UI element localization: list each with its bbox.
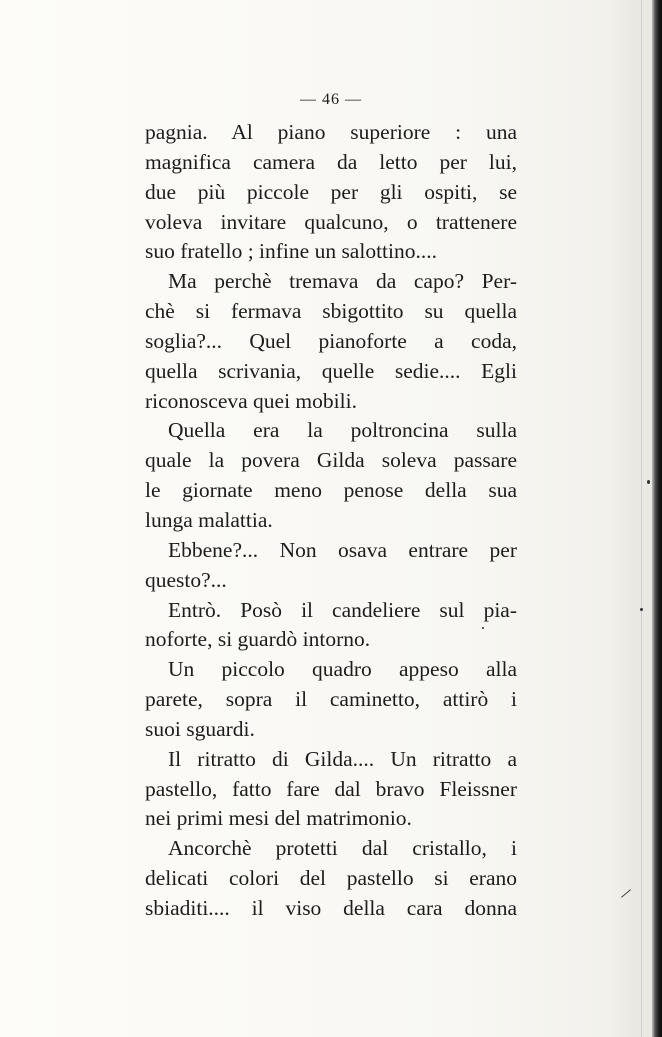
text-line: lunga malattia. [145,507,273,532]
text-line: pagnia. Al piano superiore : una [145,120,517,144]
paper-speck [482,627,484,629]
text-line: Quella era la poltroncina sulla [168,418,517,443]
text-line: voleva invitare qualcuno, o trattenere [145,209,517,234]
text-line: suoi sguardi. [145,716,255,741]
text-line: soglia?... Quel pianoforte a coda, [145,328,517,353]
page-fold-line [641,0,642,1037]
text-line: quella scrivania, quelle sedie.... Egli [145,358,517,383]
paper-speck [640,608,643,611]
text-line: sbiaditi.... il viso della cara donna [145,895,517,920]
paper-speck [647,480,650,484]
text-line: Entrò. Posò il candeliere sul pia- [168,597,517,622]
body-text [145,118,517,924]
paper-mark [621,889,631,897]
text-line: riconosceva quei mobili. [145,388,357,413]
text-line: Un piccolo quadro appeso alla [168,657,517,682]
text-line: chè si fermava sbigottito su quella [145,299,517,324]
text-line: pastello, fatto fare dal bravo Fleissner [145,776,517,801]
text-line: Ebbene?... Non osava entrare per [168,537,517,562]
text-line: noforte, si guardò intorno. [145,627,371,652]
text-line: delicati colori del pastello si erano [145,866,517,891]
text-line: parete, sopra il caminetto, attirò i [145,687,517,712]
text-line: le giornate meno penose della sua [145,478,517,503]
text-line: quale la povera Gilda soleva passare [145,448,517,473]
text-line: Ma perchè tremava da capo? Per- [168,269,517,294]
page-number: — 46 — [300,91,362,108]
text-line: magnifica camera da letto per lui, [145,149,517,174]
text-line: nei primi mesi del matrimonio. [145,806,412,831]
text-line: due più piccole per gli ospiti, se [145,179,517,204]
text-line: Ancorchè protetti dal cristallo, i [168,836,517,861]
text-line: questo?... [145,567,227,592]
text-line: Il ritratto di Gilda.... Un ritratto a [168,746,517,771]
text-line: suo fratello ; infine un salottino.... [145,239,437,264]
page-binding-edge [652,0,662,1037]
